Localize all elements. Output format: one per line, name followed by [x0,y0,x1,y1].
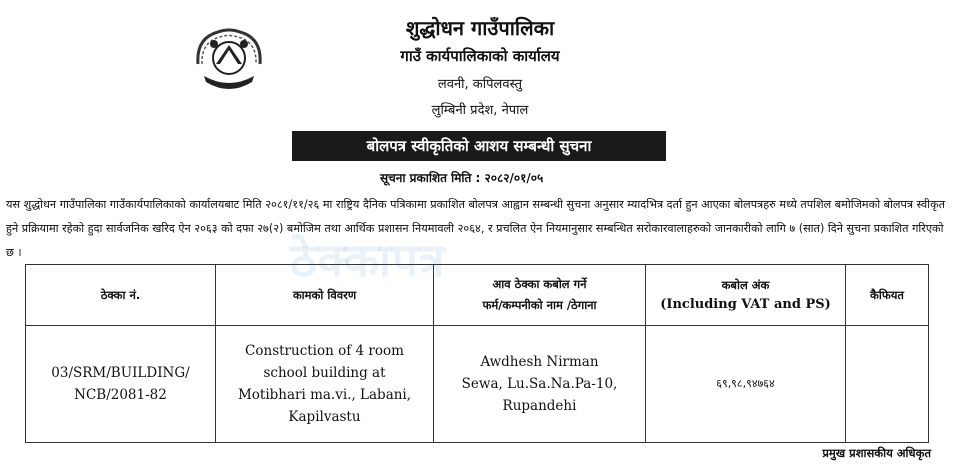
header-bid-amount-note: (Including VAT and PS) [660,297,831,312]
watermark-text: ठेक्कापत्र [290,233,446,287]
published-date: सूचना प्रकाशित मिति : २०८२/०१/०५ [380,171,544,185]
office-name: गाउँ कार्यपालिकाको कार्यालय [400,47,560,65]
table-row [26,326,929,443]
cell-contract-no [26,326,216,443]
work-line4: Kapilvastu [288,409,361,425]
signature-title: प्रमुख प्रशासकीय अधिकृत [822,446,931,460]
contract-no-line2: NCB/2081-82 [74,387,167,403]
work-line2: school building at [263,365,386,381]
bidder-line2: Sewa, Lu.Sa.Na.Pa-10, [461,376,618,392]
header-bidder-line2: फर्म/कम्पनीको नाम /ठेगाना [482,298,597,312]
government-emblem-icon [190,24,268,96]
office-address: लवनी, कपिलवस्तु [437,77,523,92]
contract-no-line1: 03/SRM/BUILDING/ [51,365,190,381]
notice-title: बोलपत्र स्वीकृतिको आशय सम्बन्धी सुचना [292,131,666,161]
header-bidder [434,265,646,326]
header-remarks: कैफियत [846,265,929,326]
cell-bidder [434,326,646,443]
header-contract-no: ठेक्का नं. [26,265,216,326]
header-bid-amount-label: कबोल अंक [721,278,770,292]
table-header-row [26,265,929,326]
bidder-line1: Awdhesh Nirman [480,354,599,370]
bid-table [25,264,929,443]
cell-remarks [846,326,929,443]
work-line1: Construction of 4 room [245,343,404,359]
office-province: लुम्बिनी प्रदेश, नेपाल [431,103,529,118]
work-line3: Motibhari ma.vi., Labani, [237,387,412,403]
header-bidder-line1: आव ठेक्का कबोल गर्ने [492,277,587,291]
cell-bid-amount: ६९,९८,९४७६४ [646,326,846,443]
notice-body: यस शुद्धोधन गाउँपालिका गाउँकार्यपालिकाको कार्यालयबाट मिति २०८१/११/२६ मा राष्ट्रिय दैनिक पत्रिकामा प्रकाशित बोलपत्र आह्वान सम्बन्धी सुचना अनुसार म्यादभित्र दर्ता हुन आएका बोलपत्रहरु मध्ये तपशिल बमोजिमको बोलपत्र स्वीकृत हुने प्रक्रियामा रहेको हुदा सार्वजनिक खरिद ऐन २०६३ को दफा २७(२) बमोजिम तथा आर्थिक प्रशासन नियमावली २०६४, र प्रचलित ऐन नियमानुसार सम्बन्धित सरोकारवालाहरुको जानकारीको लागि ७ (सात) दिने सुचना प्रकाशित गरिएको छ । [6,198,946,259]
header-bid-amount [646,265,846,326]
header-work-description: कामको विवरण [216,265,434,326]
cell-work-description [216,326,434,443]
bidder-line3: Rupandehi [502,398,577,414]
municipality-name: शुद्धोधन गाउँपालिका [405,16,555,40]
